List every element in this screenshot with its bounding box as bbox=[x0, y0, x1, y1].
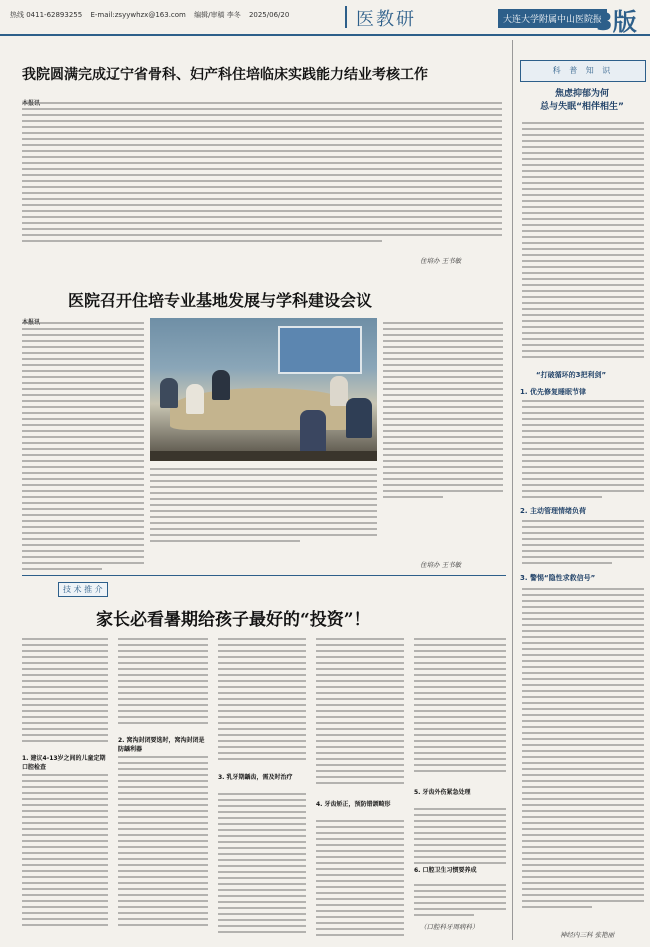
sidebar-subhead: “打破循环的3把利剑” bbox=[536, 371, 607, 379]
sidebar-title-line2: 总与失眠“相伴相生” bbox=[540, 102, 624, 112]
article3-subhead: 3. 乳牙期龋齿，需及时治疗 bbox=[218, 774, 293, 781]
attendee bbox=[160, 378, 178, 408]
tech-tag: 技 术 推 介 bbox=[58, 582, 108, 597]
article3-col5b bbox=[414, 808, 506, 868]
article3-subhead: 2. 窝沟封闭要选时，窝沟封闭是防龋利器 bbox=[118, 737, 205, 753]
section-name: 医教研 bbox=[356, 9, 416, 30]
article3-subhead: 5. 牙齿外伤紧急处理 bbox=[414, 789, 471, 796]
article2-title: 医院召开住培专业基地发展与学科建设会议 bbox=[68, 291, 373, 310]
article3-col4b bbox=[316, 820, 404, 940]
article3-col1 bbox=[22, 638, 108, 746]
sidebar-body2 bbox=[522, 400, 644, 502]
article1-title: 我院圆满完成辽宁省骨科、妇产科住培临床实践能力结业考核工作 bbox=[22, 67, 428, 83]
attendee bbox=[300, 410, 326, 454]
email: E-mail:zsyywhzx@163.com bbox=[90, 11, 186, 19]
sidebar-subhead: 1. 优先修复睡眠节律 bbox=[520, 388, 586, 396]
article3-signature: （口腔科牙周病科） bbox=[420, 923, 479, 931]
article2-body-left bbox=[22, 322, 144, 574]
article3-col5 bbox=[414, 638, 506, 776]
sidebar-signature: 神经内三科 张艳丽 bbox=[560, 931, 615, 939]
article3-col2b bbox=[118, 756, 208, 930]
article2-body-right bbox=[383, 322, 503, 502]
sidebar-body3 bbox=[522, 520, 644, 568]
section-rule bbox=[22, 575, 506, 576]
page-number: 3版 bbox=[596, 8, 637, 36]
article1-signature: 住培办 王书敏 bbox=[420, 257, 462, 265]
science-tag: 科 普 知 识 bbox=[520, 60, 646, 82]
article3-subhead: 4. 牙齿矫正，预防错颌畸形 bbox=[316, 801, 391, 808]
sidebar-subhead: 3. 警惕“隐性求救信号” bbox=[520, 574, 596, 582]
article3-subhead: 1. 建议4-13岁之间的儿童定期口腔检查 bbox=[22, 755, 106, 771]
meeting-photo bbox=[150, 318, 377, 461]
issue-date: 2025/06/20 bbox=[248, 11, 290, 19]
header-meta bbox=[10, 10, 295, 20]
attendee bbox=[186, 384, 204, 414]
hospital-name: 大连大学附属中山医院报 bbox=[498, 9, 607, 28]
column-divider bbox=[512, 40, 513, 940]
sidebar-subhead: 2. 主动管理情绪负荷 bbox=[520, 507, 586, 515]
editor: 编辑/审稿 李冬 bbox=[194, 11, 241, 19]
page-header bbox=[0, 0, 650, 36]
sidebar-body4 bbox=[522, 588, 644, 912]
article3-subhead: 6. 口腔卫生习惯要养成 bbox=[414, 867, 477, 874]
projector-screen bbox=[278, 326, 362, 374]
attendee bbox=[330, 376, 348, 406]
attendee bbox=[346, 398, 372, 438]
header-divider bbox=[345, 6, 347, 28]
photo-bottom-shadow bbox=[150, 451, 377, 461]
article3-col1b bbox=[22, 774, 108, 930]
article1-body bbox=[22, 102, 502, 246]
article3-col5c bbox=[414, 884, 506, 920]
article3-col3 bbox=[218, 638, 306, 764]
article2-signature: 住培办 王书敏 bbox=[420, 561, 462, 569]
article3-col4 bbox=[316, 638, 404, 788]
sidebar-body1 bbox=[522, 122, 644, 362]
article2-body-center bbox=[150, 468, 377, 546]
sidebar-title-line1: 焦虑抑郁为何 bbox=[554, 89, 609, 99]
article3-col2 bbox=[118, 638, 208, 728]
hotline: 热线 0411-62893255 bbox=[10, 11, 83, 19]
article3-col3b bbox=[218, 793, 306, 937]
article3-title: 家长必看暑期给孩子最好的“投资”！ bbox=[96, 610, 371, 630]
attendee bbox=[212, 370, 230, 400]
